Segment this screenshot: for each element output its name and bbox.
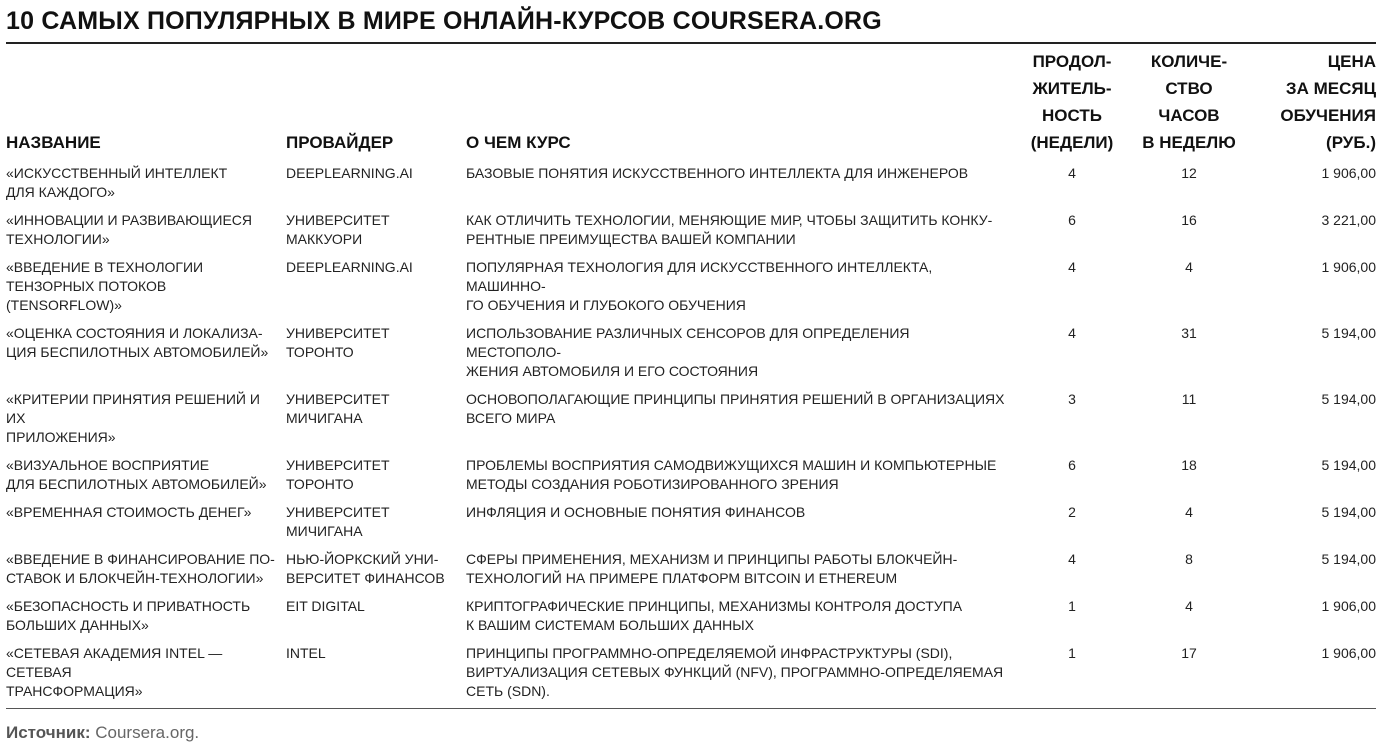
cell-provider: УНИВЕРСИТЕТ ТОРОНТО	[286, 457, 390, 492]
cell-name: «ВВЕДЕНИЕ В ТЕХНОЛОГИИ ТЕНЗОРНЫХ ПОТОКОВ (TENSORFLOW)»	[6, 259, 204, 313]
cell-hours: 17	[1181, 645, 1197, 661]
table-row	[6, 160, 1376, 207]
cell-price: 5 194,00	[1321, 551, 1376, 567]
cell-name: «БЕЗОПАСНОСТЬ И ПРИВАТНОСТЬ БОЛЬШИХ ДАННЫХ»	[6, 598, 251, 633]
cell-hours: 16	[1181, 212, 1197, 228]
cell-provider: DEEPLEARNING.AI	[286, 165, 413, 181]
cell-name: «ОЦЕНКА СОСТОЯНИЯ И ЛОКАЛИЗА- ЦИЯ БЕСПИЛОТНЫХ АВТОМОБИЛЕЙ»	[6, 325, 269, 360]
header-about: О ЧЕМ КУРС	[466, 133, 571, 152]
cell-duration: 2	[1068, 504, 1076, 520]
cell-hours: 4	[1185, 598, 1193, 614]
cell-hours: 12	[1181, 165, 1197, 181]
table-row	[6, 593, 1376, 640]
table-row	[6, 499, 1376, 546]
cell-duration: 3	[1068, 391, 1076, 407]
cell-hours: 18	[1181, 457, 1197, 473]
cell-price: 5 194,00	[1321, 391, 1376, 407]
cell-name: «ИСКУССТВЕННЫЙ ИНТЕЛЛЕКТ ДЛЯ КАЖДОГО»	[6, 165, 228, 200]
cell-about: КАК ОТЛИЧИТЬ ТЕХНОЛОГИИ, МЕНЯЮЩИЕ МИР, ЧТОБЫ ЗАЩИТИТЬ КОНКУ- РЕНТНЫЕ ПРЕИМУЩЕСТВА ВАШЕЙ КОМПАНИИ	[466, 212, 993, 247]
cell-about: ПОПУЛЯРНАЯ ТЕХНОЛОГИЯ ДЛЯ ИСКУССТВЕННОГО ИНТЕЛЛЕКТА, МАШИННО- ГО ОБУЧЕНИЯ И ГЛУБОКОГО ОБУЧЕНИЯ	[466, 259, 933, 313]
cell-duration: 4	[1068, 551, 1076, 567]
cell-price: 5 194,00	[1321, 504, 1376, 520]
table-row	[6, 320, 1376, 386]
cell-price: 5 194,00	[1321, 325, 1376, 341]
cell-hours: 4	[1185, 259, 1193, 275]
table-row	[6, 386, 1376, 452]
cell-duration: 6	[1068, 457, 1076, 473]
cell-provider: EIT DIGITAL	[286, 598, 365, 614]
cell-duration: 1	[1068, 645, 1076, 661]
cell-about: СФЕРЫ ПРИМЕНЕНИЯ, МЕХАНИЗМ И ПРИНЦИПЫ РАБОТЫ БЛОКЧЕЙН- ТЕХНОЛОГИЙ НА ПРИМЕРЕ ПЛАТФОРМ BITCOIN И ETHEREUM	[466, 551, 958, 586]
page-title: 10 САМЫХ ПОПУЛЯРНЫХ В МИРЕ ОНЛАЙН-КУРСОВ COURSERA.ORG	[6, 7, 882, 35]
table-row	[6, 640, 1376, 706]
cell-price: 1 906,00	[1321, 165, 1376, 181]
cell-about: ИСПОЛЬЗОВАНИЕ РАЗЛИЧНЫХ СЕНСОРОВ ДЛЯ ОПРЕДЕЛЕНИЯ МЕСТОПОЛО- ЖЕНИЯ АВТОМОБИЛЯ И ЕГО СОСТОЯНИЯ	[466, 325, 910, 379]
cell-hours: 8	[1185, 551, 1193, 567]
header-duration: ПРОДОЛ- ЖИТЕЛЬ- НОСТЬ (НЕДЕЛИ)	[1030, 52, 1114, 152]
cell-provider: INTEL	[286, 645, 326, 661]
cell-about: КРИПТОГРАФИЧЕСКИЕ ПРИНЦИПЫ, МЕХАНИЗМЫ КОНТРОЛЯ ДОСТУПА К ВАШИМ СИСТЕМАМ БОЛЬШИХ ДАННЫХ	[466, 598, 963, 633]
cell-provider: НЬЮ-ЙОРКСКИЙ УНИ- ВЕРСИТЕТ ФИНАНСОВ	[286, 551, 445, 586]
cell-about: БАЗОВЫЕ ПОНЯТИЯ ИСКУССТВЕННОГО ИНТЕЛЛЕКТА ДЛЯ ИНЖЕНЕРОВ	[466, 165, 969, 181]
header-provider: ПРОВАЙДЕР	[286, 133, 394, 152]
source-label: Источник:	[6, 723, 91, 742]
bottom-rule	[6, 708, 1376, 709]
cell-duration: 6	[1068, 212, 1076, 228]
cell-hours: 11	[1181, 391, 1197, 407]
cell-about: ИНФЛЯЦИЯ И ОСНОВНЫЕ ПОНЯТИЯ ФИНАНСОВ	[466, 504, 806, 520]
cell-duration: 4	[1068, 165, 1076, 181]
cell-name: «КРИТЕРИИ ПРИНЯТИЯ РЕШЕНИЙ И ИХ ПРИЛОЖЕНИЯ»	[6, 391, 260, 445]
cell-name: «ВРЕМЕННАЯ СТОИМОСТЬ ДЕНЕГ»	[6, 504, 252, 520]
cell-about: ПРОБЛЕМЫ ВОСПРИЯТИЯ САМОДВИЖУЩИХСЯ МАШИН И КОМПЬЮТЕРНЫЕ МЕТОДЫ СОЗДАНИЯ РОБОТИЗИРОВАННОГО ЗРЕНИЯ	[466, 457, 997, 492]
cell-provider: УНИВЕРСИТЕТ МИЧИГАНА	[286, 504, 390, 539]
header-row	[6, 44, 1376, 160]
cell-price: 1 906,00	[1321, 645, 1376, 661]
header-name: НАЗВАНИЕ	[6, 133, 101, 152]
cell-provider: УНИВЕРСИТЕТ МИЧИГАНА	[286, 391, 390, 426]
courses-table	[6, 44, 1376, 706]
cell-price: 3 221,00	[1321, 212, 1376, 228]
cell-price: 1 906,00	[1321, 598, 1376, 614]
source-note	[6, 723, 1376, 743]
table-row	[6, 207, 1376, 254]
cell-provider: УНИВЕРСИТЕТ ТОРОНТО	[286, 325, 390, 360]
table-body	[6, 160, 1376, 706]
cell-name: «СЕТЕВАЯ АКАДЕМИЯ INTEL — СЕТЕВАЯ ТРАНСФОРМАЦИЯ»	[6, 645, 223, 699]
table-row	[6, 254, 1376, 320]
cell-about: ПРИНЦИПЫ ПРОГРАММНО-ОПРЕДЕЛЯЕМОЙ ИНФРАСТРУКТУРЫ (SDI), ВИРТУАЛИЗАЦИЯ СЕТЕВЫХ ФУНКЦИЙ (NFV), ПРОГРАММНО-ОПРЕДЕЛЯЕМАЯ СЕТЬ (SDN).	[466, 645, 1004, 699]
cell-about: ОСНОВОПОЛАГАЮЩИЕ ПРИНЦИПЫ ПРИНЯТИЯ РЕШЕНИЙ В ОРГАНИЗАЦИЯХ ВСЕГО МИРА	[466, 391, 1005, 426]
cell-provider: УНИВЕРСИТЕТ МАККУОРИ	[286, 212, 390, 247]
header-price: ЦЕНА ЗА МЕСЯЦ ОБУЧЕНИЯ (РУБ.)	[1280, 52, 1376, 152]
cell-duration: 1	[1068, 598, 1076, 614]
cell-hours: 31	[1181, 325, 1197, 341]
cell-price: 1 906,00	[1321, 259, 1376, 275]
cell-hours: 4	[1185, 504, 1193, 520]
cell-price: 5 194,00	[1321, 457, 1376, 473]
cell-name: «ИННОВАЦИИ И РАЗВИВАЮЩИЕСЯ ТЕХНОЛОГИИ»	[6, 212, 253, 247]
source-text: Coursera.org.	[90, 723, 200, 742]
header-hours: КОЛИЧЕ- СТВО ЧАСОВ В НЕДЕЛЮ	[1142, 52, 1236, 152]
table-row	[6, 546, 1376, 593]
cell-name: «ВВЕДЕНИЕ В ФИНАНСИРОВАНИЕ ПО- СТАВОК И БЛОКЧЕЙН-ТЕХНОЛОГИИ»	[6, 551, 275, 586]
cell-provider: DEEPLEARNING.AI	[286, 259, 413, 275]
table-row	[6, 452, 1376, 499]
cell-duration: 4	[1068, 259, 1076, 275]
cell-duration: 4	[1068, 325, 1076, 341]
cell-name: «ВИЗУАЛЬНОЕ ВОСПРИЯТИЕ ДЛЯ БЕСПИЛОТНЫХ АВТОМОБИЛЕЙ»	[6, 457, 267, 492]
